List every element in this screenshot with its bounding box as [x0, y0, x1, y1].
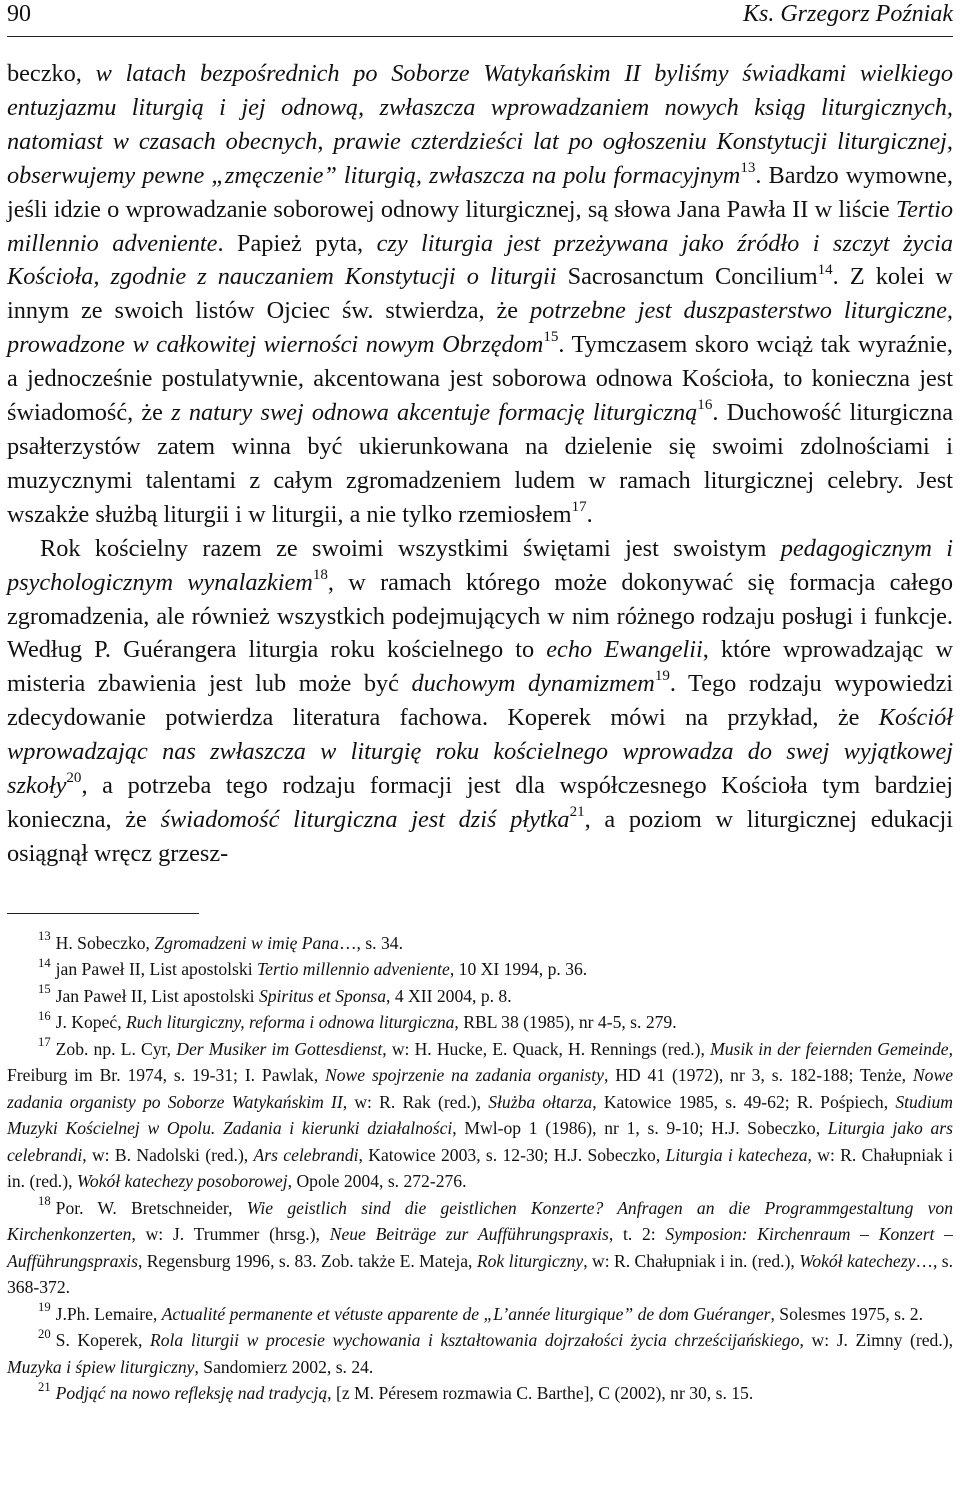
- document-page: [7, 0, 953, 1488]
- italic-text: Podjąć na nowo refleksję nad tradycją: [55, 1383, 328, 1404]
- italic-text: czy liturgia jest przeżywana jako źródło i szczyt życia Kościoła, zgodnie z nauczaniem Konstytucji o liturgii: [7, 229, 953, 291]
- text-run: . Z kolei w innym ze swoich listów Ojciec św. stwierdza, że: [7, 263, 953, 325]
- italic-text: Ruch liturgiczny, reforma i odnowa liturgiczna: [126, 1012, 455, 1033]
- footnote-ref: 13: [740, 159, 756, 176]
- footnote-number: 18: [38, 1194, 51, 1208]
- body-text: [7, 57, 953, 871]
- text-run: beczko,: [7, 60, 96, 87]
- text-run: J. Kopeć,: [55, 1012, 127, 1033]
- text-run: . Duchowość liturgiczna psałterzystów zatem winna być ukierunkowana na dzielenie się swoimi zdolnościami i muzycznymi talentami z całym zgromadzeniem ludem w ramach liturgicznej celebry. Jest wszakże służbą liturgii i w liturgii, a nie tylko rzemiosłem: [7, 399, 953, 528]
- footnote-ref: 18: [312, 566, 328, 583]
- text-run: …, s. 34.: [338, 932, 403, 953]
- footnote-ref: 21: [569, 804, 585, 821]
- footnote: [7, 1327, 953, 1380]
- text-run: , w: R. Chałupniak i in. (red.),: [583, 1250, 800, 1271]
- italic-text: Nowe zadania organisty po Soborze Watykańskim II: [7, 1065, 953, 1112]
- text-run: , 4 XII 2004, p. 8.: [386, 985, 512, 1006]
- italic-text: Musik in der feiernden Gemeinde: [710, 1038, 949, 1059]
- italic-text: Zgromadzeni w imię Pana: [154, 932, 339, 953]
- text-run: Zob. np. L. Cyr,: [55, 1038, 177, 1059]
- italic-text: Tertio millennio adveniente: [256, 959, 450, 980]
- italic-text: Symposion: Kirchenraum – Konzert – Aufführungspraxis: [7, 1224, 953, 1271]
- footnote: [7, 956, 953, 983]
- text-run: S. Koperek,: [55, 1330, 150, 1351]
- footnote-number: 14: [38, 955, 51, 970]
- italic-text: Tertio millennio adveniente: [7, 195, 953, 257]
- italic-text: Studium Muzyki Kościelnej w Opolu. Zadania i kierunki działalności: [7, 1091, 953, 1139]
- text-run: J.Ph. Lemaire,: [55, 1303, 162, 1324]
- text-run: , HD 41 (1972), nr 3, s. 182-188; Tenże,: [603, 1065, 913, 1086]
- italic-text: Liturgia i katecheza: [665, 1144, 808, 1165]
- text-run: , w ramach którego może dokonywać się formacja całego zgromadzenia, ale również wszystkich podejmujących w nim różnego rodzaju posługi i funkcje. Według P. Guérangera liturgia roku kościelnego to: [7, 568, 953, 664]
- footnote: [7, 1301, 953, 1328]
- italic-text: z natury swej odnowa akcentuje formację liturgiczną: [171, 399, 698, 427]
- text-run: , które wprowadzając w misteria zbawienia jest lub może być: [7, 636, 953, 698]
- footnote: [7, 1036, 953, 1195]
- italic-text: echo Ewangelii: [546, 636, 703, 664]
- text-run: , w: R. Chałupniak i in. (red.),: [7, 1144, 953, 1192]
- text-run: , RBL 38 (1985), nr 4-5, s. 279.: [454, 1012, 677, 1033]
- text-run: , Katowice 2003, s. 12-30; H.J. Sobeczko,: [358, 1144, 666, 1165]
- italic-text: Der Musiker im Gottesdienst: [176, 1038, 383, 1059]
- running-head: Ks. Grzegorz Poźniak: [742, 1, 953, 27]
- footnote: [7, 1195, 953, 1301]
- footnote-number: 21: [38, 1379, 51, 1394]
- text-run: , a poziom w liturgicznej edukacji osiągnął wręcz grzesz-: [7, 805, 953, 867]
- italic-text: Liturgia jako ars celebrandi: [7, 1118, 953, 1165]
- text-run: , w: J. Zimny (red.),: [799, 1330, 954, 1351]
- text-run: …, s. 368-372.: [7, 1250, 954, 1298]
- italic-text: Actualité permanente et vétuste apparente de „L’année liturgique” de dom Guéranger: [161, 1303, 771, 1324]
- italic-text: Wie geistlich sind die geistlichen Konzerte? Anfragen an die Programmgestaltung von Kirchenkonzerten: [7, 1197, 954, 1245]
- text-run: , Mwl-op 1 (1986), nr 1, s. 9-10; H.J. Sobeczko,: [452, 1118, 828, 1139]
- footnote: [7, 1009, 953, 1036]
- italic-text: Służba ołtarza: [488, 1091, 593, 1112]
- text-run: Por. W. Bretschneider,: [55, 1197, 247, 1218]
- footnote-ref: 17: [571, 498, 587, 515]
- text-run: . Tymczasem skoro wciąż tak wyraźnie, a jednocześnie postulatywnie, akcentowana jest soborowa odnowa Kościoła, to konieczna jest świadomość, że: [7, 331, 954, 427]
- italic-text: Kościół wprowadzając nas zwłaszcza w liturgię roku kościelnego wprowadza do swej wyjątkowej szkoły: [7, 704, 953, 800]
- footnote-number: 20: [38, 1326, 51, 1341]
- footnote-ref: 20: [66, 770, 82, 787]
- text-run: , Opole 2004, s. 272-276.: [287, 1171, 467, 1192]
- footnote-ref: 19: [654, 668, 670, 685]
- footnote-number: 19: [38, 1300, 51, 1314]
- footnote-separator: [7, 913, 199, 914]
- italic-text: Rola liturgii w procesie wychowania i kształtowania dojrzałości życia chrześcijańskiego: [150, 1330, 800, 1351]
- text-run: , w: H. Hucke, E. Quack, H. Rennings (red.),: [382, 1038, 711, 1059]
- italic-text: Ars celebrandi: [253, 1144, 359, 1165]
- page-header: [7, 0, 953, 37]
- text-run: , Katowice 1985, s. 49-62; R. Pośpiech,: [592, 1091, 896, 1112]
- footnote-ref: 14: [817, 261, 833, 278]
- text-run: , Freiburg im Br. 1974, s. 19-31; I. Pawlak,: [7, 1038, 953, 1086]
- text-run: , Solesmes 1975, s. 2.: [770, 1303, 923, 1324]
- footnote-number: 15: [38, 982, 51, 996]
- italic-text: Wokół katechezy: [799, 1250, 916, 1271]
- page-number: 90: [7, 1, 31, 27]
- text-run: , a potrzeba tego rodzaju formacji jest dla współczesnego Kościoła tym bardziej konieczna, że: [7, 772, 953, 833]
- footnotes: [7, 930, 953, 1407]
- italic-text: Spiritus et Sponsa: [258, 985, 387, 1006]
- text-run: Sacrosanctum Concilium: [556, 263, 818, 291]
- italic-text: Rok liturgiczny: [476, 1250, 584, 1271]
- text-run: , w: R. Rak (red.),: [342, 1091, 489, 1112]
- text-run: , 10 XI 1994, p. 36.: [449, 959, 588, 980]
- text-run: , Regensburg 1996, s. 83. Zob. także E. Mateja,: [137, 1250, 477, 1271]
- italic-text: w latach bezpośrednich po Soborze Watykańskim II byliśmy świadkami wielkiego entuzjazmu liturgią i jej odnową, zwłaszcza wprowadzaniem nowych ksiąg liturgicznych, natomiast w czasach obecnych, prawie czterdzieści lat po ogłoszeniu Konstytucji liturgicznej, obserwujemy pewne „zmęczenie” liturgią, zwłaszcza na polu formacyjnym: [7, 60, 954, 189]
- footnote-number: 13: [38, 929, 51, 943]
- text-run: .: [586, 500, 593, 528]
- text-run: H. Sobeczko,: [55, 932, 155, 953]
- italic-text: pedagogicznym i psychologicznym wynalazkiem: [7, 534, 953, 596]
- text-run: jan Paweł II, List apostolski: [55, 959, 257, 980]
- text-run: Rok kościelny razem ze swoimi wszystkimi świętami jest swoistym: [40, 534, 781, 562]
- footnote-ref: 16: [697, 397, 713, 414]
- text-run: . Bardzo wymowne, jeśli idzie o wprowadzanie soborowej odnowy liturgicznej, są słowa Jana Pawła II w liście: [7, 161, 953, 223]
- footnote: [7, 930, 953, 957]
- footnote: [7, 1380, 953, 1407]
- italic-text: Neue Beiträge zur Aufführungspraxis: [329, 1224, 609, 1245]
- text-run: , w: B. Nadolski (red.),: [82, 1144, 254, 1165]
- text-run: Jan Paweł II, List apostolski: [55, 985, 259, 1006]
- footnote-number: 17: [38, 1035, 51, 1049]
- text-run: , Sandomierz 2002, s. 24.: [194, 1356, 374, 1377]
- italic-text: duchowym dynamizmem: [411, 670, 655, 698]
- italic-text: Nowe spojrzenie na zadania organisty: [325, 1065, 604, 1086]
- footnote-ref: 15: [543, 329, 559, 346]
- text-run: , w: J. Trummer (hrsg.),: [131, 1224, 330, 1245]
- footnote: [7, 983, 953, 1010]
- text-run: . Papież pyta,: [217, 229, 377, 257]
- text-run: . Tego rodzaju wypowiedzi zdecydowanie potwierdza literatura fachowa. Koperek mówi na przykład, że: [7, 670, 953, 732]
- text-run: , [z M. Péresem rozmawia C. Barthe], C (2002), nr 30, s. 15.: [327, 1383, 754, 1404]
- paragraph: [7, 57, 953, 532]
- text-run: , t. 2:: [608, 1224, 666, 1245]
- italic-text: Muzyka i śpiew liturgiczny: [7, 1356, 195, 1377]
- italic-text: świadomość liturgiczna jest dziś płytka: [160, 805, 570, 833]
- footnote-number: 16: [38, 1008, 51, 1023]
- paragraph: [7, 532, 953, 871]
- italic-text: Wokół katechezy posoborowej: [76, 1171, 288, 1192]
- italic-text: potrzebne jest duszpasterstwo liturgiczne, prowadzone w całkowitej wierności nowym Obrzędom: [7, 297, 953, 359]
